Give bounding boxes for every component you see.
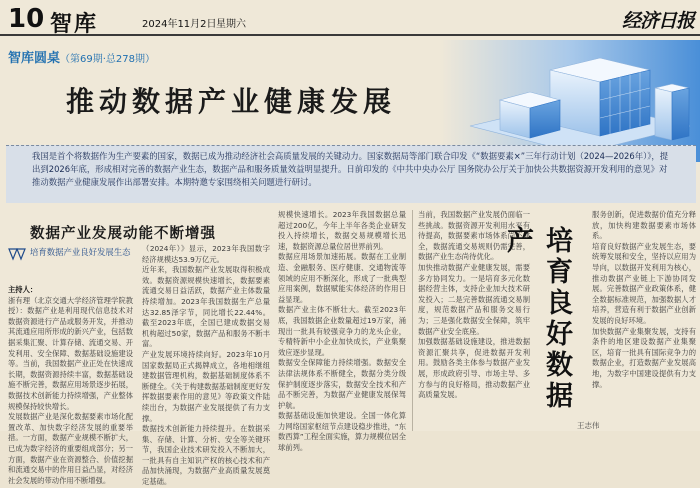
column-paragraph: 发展数据产业是深化数据要素市场化配置改革、加快数字经济发展的重要举措。一方面，数据产业规模不断扩大，已成为数字经济的重要组成部分；另一方面，数据产业在资源整合、价值挖掘和流通交易中的作用日益凸显，对经济社会发展的带动作用不断增强。 (8, 412, 133, 485)
issue-date: 2024年11月2日 (142, 19, 217, 30)
kicker-label: 智库圆桌 (8, 51, 61, 66)
article-column-5 (592, 210, 696, 431)
column-paragraph: 数据应用场景加速拓展。数据在工业制造、金融服务、医疗健康、交通物流等领域的应用不断深化，形成了一批典型应用案例，数据赋能实体经济的作用日益显现。 (278, 252, 406, 304)
column-paragraph: 数据基础设施加快建设。全国一体化算力网络国家枢纽节点建设稳步推进，“东数西算”工程全面实施，算力规模位居全球前列。 (278, 411, 406, 453)
column-paragraph: 规模快速增长。2023年我国数据总量超过200亿，今年上半年各类企业研发投入持续增长，数据交易规模增长迅速，数据资源总量位居世界前列。 (278, 210, 406, 251)
column-paragraph: 加快数据产业集聚发展，支持有条件的地区建设数据产业集聚区，培育一批具有国际竞争力的数据企业，打造数据产业发展高地，为数字中国建设提供有力支撑。 (592, 326, 696, 389)
column-paragraph: 数据安全保障能力持续增强。数据安全法律法规体系不断健全，数据分类分级保护制度逐步落实，数据安全技术和产品不断完善，为数据产业健康发展保驾护航。 (278, 358, 406, 410)
column-kicker (8, 47, 155, 66)
column-paragraph: 培育良好数据产业发展生态，要统筹发展和安全，坚持以应用为导向，以数据开发利用为核心，推动数据产业链上下游协同发展。完善数据产业政策体系，健全数据标准规范，加强数据人才培养，营造有利于数据产业创新发展的良好环境。 (592, 241, 696, 325)
section-name: 智库 (50, 12, 99, 37)
intro-box: 我国是首个将数据作为生产要素的国家，数据已成为推动经济社会高质量发展的关键动力。国家数据局等部门联合印发《“数据要素×”三年行动计划（2024—2026年）》，提出到2026年底，形成相对完善的数据产业生态，数据产品和服务质量效益明显提升。日前印发的《中共中央办公厅 国务院办公厅关于加快公共数据资源开发利用的意见》对推动数据产业健康发展作出部署安排。本期特邀专家围绕相关问题进行研讨。 (6, 145, 696, 203)
author-name: 王志伟 (577, 421, 600, 430)
pull-quote (8, 247, 133, 279)
article-column-3 (278, 210, 406, 453)
column-paragraph: 当前，我国数据产业发展仍面临一些挑战。数据资源开发利用水平有待提高，数据要素市场体系尚不健全，数据流通交易规则仍需完善，数据产业生态尚待优化。 (418, 210, 530, 262)
column-paragraph: 主持人： (8, 285, 38, 294)
pull-quote-text: 培育数据产业良好发展生态 (30, 247, 131, 257)
sub-headline: 数据产业发展动能不断增强 (30, 226, 216, 242)
article-column-1 (8, 285, 133, 485)
column-paragraph: （2024年）》显示，2023年我国数字经济规模达53.9万亿元。 (142, 244, 270, 264)
column-paragraph: 浙有理（北京交通大学经济管理学院教授）：数据产业是利用现代信息技术对数据资源进行产品或服务开发，并推动其流通应用所形成的新兴产业，包括数据采集汇聚、计算存储、流通交易、开发利用、安全保障、数据基础设施建设等。当前，我国数据产业正处在快速成长期，数据资源持续丰富，数据基础设施不断完善，数据应用场景逐步拓展，数据技术创新能力持续增强，产业整体规模保持较快增长。 (8, 295, 133, 411)
column-paragraph: 服务创新，促进数据价值充分释放，加快构建数据要素市场体系。 (592, 210, 696, 241)
kicker-issue: （第69期·总278期） (60, 54, 156, 65)
newspaper-masthead: 经济日报 (622, 10, 695, 32)
headline: 推动数据产业健康发展 (66, 85, 397, 118)
column-paragraph: 近年来，我国数据产业发展取得积极成效。数据资源规模快速增长，数据要素流通交易日益活跃，数据产业主体数量持续增加。2023年我国数据生产总量达32.85泽字节，同比增长22.44%。截至2023年底，全国已建成数据交易机构超过50家，数据产品和服务不断丰富。 (142, 265, 270, 349)
column-paragraph: 数据产业主体不断壮大。截至2023年底，我国数据企业数量超过19万家，涌现出一批具有较强竞争力的龙头企业，专精特新中小企业加快成长，产业集聚效应逐步显现。 (278, 305, 406, 357)
page-number: 10 (8, 4, 45, 34)
column-paragraph: 产业发展环境持续向好。2023年10月国家数据局正式揭牌成立，各地相继组建数据管理机构，数据基础制度体系不断健全。《关于构建数据基础制度更好发挥数据要素作用的意见》等政策文件陆续出台，为数据产业发展提供了有力支撑。 (142, 349, 270, 423)
data-center-illustration (440, 40, 700, 162)
page-header (0, 0, 700, 36)
column-paragraph: 加强数据基础设施建设，推进数据资源汇聚共享，促进数据开发利用。鼓励各类主体参与数据产业发展，形成政府引导、市场主导、多方参与的良好格局，推动数据产业高质量发展。 (418, 337, 530, 400)
vertical-sub-title: 培育良好数据产 (502, 226, 572, 412)
column-paragraph: 加快推动数据产业健康发展，需要多方协同发力。一是培育多元化数据经营主体，支持企业加大技术研发投入；二是完善数据流通交易制度，规范数据产品和服务交易行为；三是强化数据安全保障，筑牢数据产业安全底座。 (418, 262, 530, 336)
issue-weekday: 星期六 (216, 19, 246, 30)
column-divider (412, 210, 413, 431)
article-column-2 (142, 244, 270, 487)
quote-icon (8, 247, 26, 261)
column-paragraph: 数据技术创新能力持续提升。在数据采集、存储、计算、分析、安全等关键环节，我国企业技术研发投入不断加大，一批具有自主知识产权的核心技术和产品加快涌现，为数据产业高质量发展奠定基础。 (142, 424, 270, 487)
